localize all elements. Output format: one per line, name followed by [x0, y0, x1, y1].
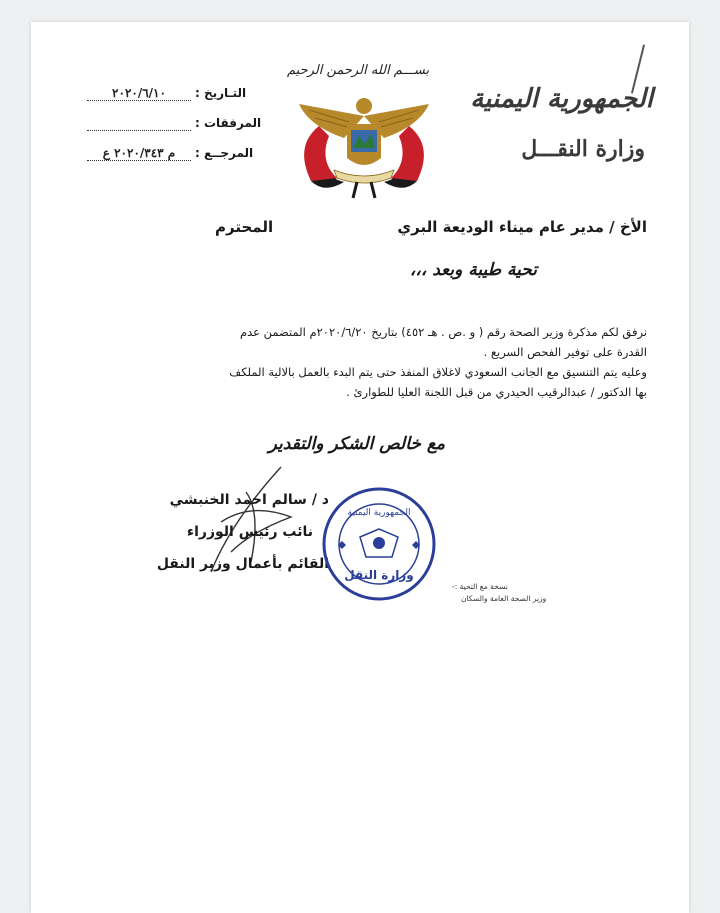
copy-label: نسخة مع التحية :- [452, 582, 508, 591]
date-field: التـاريخ :٢٠٢٠/٦/١٠ [87, 86, 246, 101]
reference-field: المرجــع :م ٢٠٢٠/٣٤٣ ع [87, 146, 253, 161]
yemen-emblem-icon [289, 86, 439, 204]
ministry-name: وزارة النقـــل [521, 136, 645, 162]
respected-label: المحترم [215, 218, 274, 236]
stamp-text: وزارة النقل [344, 568, 414, 582]
document-page [31, 22, 689, 913]
letter-body [77, 322, 647, 402]
signatory-name: د / سالم احمد الخنبشي [169, 492, 329, 508]
ministry-stamp-icon [320, 485, 438, 603]
closing: مع خالص الشكر والتقدير [268, 434, 445, 454]
stamp-top-text: الجمهورية اليمنية [347, 508, 411, 518]
signatory-role: القائم بأعمال وزير النقل [156, 556, 329, 572]
addressee: الأخ / مدير عام ميناء الوديعة البري [397, 218, 647, 236]
signatory-title: نائب رئيس الوزراء [186, 524, 313, 540]
body-line: نرفق لكم مذكرة وزير الصحة رقم ( و .ص . هـ ٤٥٢) بتاريخ ٢٠٢٠/٦/٢٠م المتضمن عدم [239, 325, 647, 339]
basmala: بســـم الله الرحمن الرحيم [287, 63, 430, 78]
greeting: تحية طيبة وبعد ،،، [409, 260, 537, 280]
body-line: القدرة على توفير الفحص السريع . [483, 345, 647, 359]
body-line: بها الدكتور / عبدالرقيب الحيدري من قبل اللجنة العليا للطوارئ . [346, 385, 647, 399]
attachments-field: المرفقات : [87, 116, 261, 131]
copy-recipient: وزير الصحة العامة والسكان [461, 594, 547, 603]
republic-name: الجمهورية اليمنية [470, 84, 653, 114]
body-line: وعليه يتم التنسيق مع الجانب السعودي لاغلاق المنفذ حتى يتم البدء بالعمل بالالية الملكف [229, 365, 647, 379]
